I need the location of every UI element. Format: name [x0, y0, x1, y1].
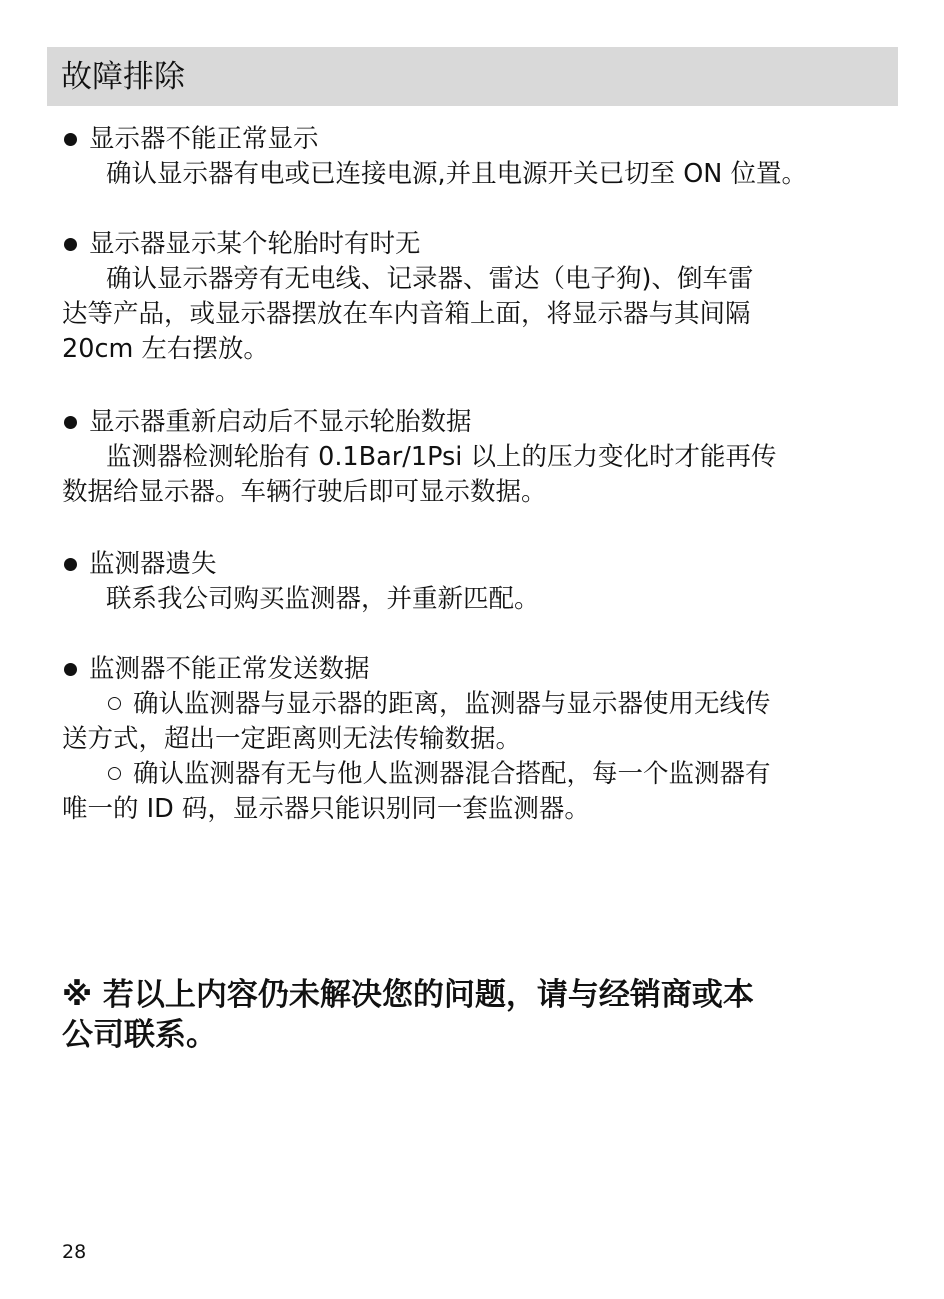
troubleshooting-item-sensor-lost [62, 547, 882, 617]
circle-bullet-icon [108, 697, 121, 710]
troubleshooting-item-intermittent-tire [62, 227, 882, 367]
item-heading: 监测器不能正常发送数据 [62, 652, 882, 687]
circle-bullet-icon [108, 767, 121, 780]
troubleshooting-item-sensor-not-sending [62, 652, 882, 827]
item-text-line: 达等产品，或显示器摆放在车内音箱上面，将显示器与其间隔 [62, 299, 751, 329]
item-text-line: 联系我公司购买监测器，并重新匹配。 [106, 584, 540, 614]
bullet-dot-icon [64, 133, 77, 146]
bullet-dot-icon [64, 558, 77, 571]
item-text-line: 送方式，超出一定距离则无法传输数据。 [62, 724, 522, 754]
bullet-dot-icon [64, 416, 77, 429]
item-heading: 显示器显示某个轮胎时有时无 [62, 227, 882, 262]
item-text-line: 唯一的 ID 码，显示器只能识别同一套监测器。 [62, 794, 590, 824]
item-text-line: 数据给显示器。车辆行驶后即可显示数据。 [62, 477, 547, 507]
item-text-line: 确认监测器有无与他人监测器混合搭配，每一个监测器有 [62, 757, 882, 792]
item-text-line: 确认监测器与显示器的距离，监测器与显示器使用无线传 [62, 687, 882, 722]
page-title: 故障排除 [61, 59, 185, 95]
contact-notice [62, 975, 892, 1055]
item-text-line: 监测器检测轮胎有 0.1Bar/1Psi 以上的压力变化时才能再传 [106, 442, 777, 472]
bullet-dot-icon [64, 238, 77, 251]
troubleshooting-item-display-not-working [62, 122, 882, 192]
item-text-line: 20cm 左右摆放。 [62, 334, 269, 364]
item-heading: 显示器重新启动后不显示轮胎数据 [62, 405, 882, 440]
item-heading: 显示器不能正常显示 [62, 122, 882, 157]
page-number: 28 [62, 1241, 87, 1263]
item-text-line: 确认显示器有电或已连接电源,并且电源开关已切至 ON 位置。 [106, 159, 807, 189]
bullet-dot-icon [64, 663, 77, 676]
troubleshooting-item-no-data-after-restart [62, 405, 882, 510]
item-text-line: 确认显示器旁有无电线、记录器、雷达（电子狗)、倒车雷 [106, 264, 754, 294]
notice-line: ※ 若以上内容仍未解决您的问题，请与经销商或本 [62, 977, 754, 1013]
notice-line: 公司联系。 [62, 1017, 217, 1053]
section-title-bar [47, 47, 898, 106]
item-heading: 监测器遗失 [62, 547, 882, 582]
